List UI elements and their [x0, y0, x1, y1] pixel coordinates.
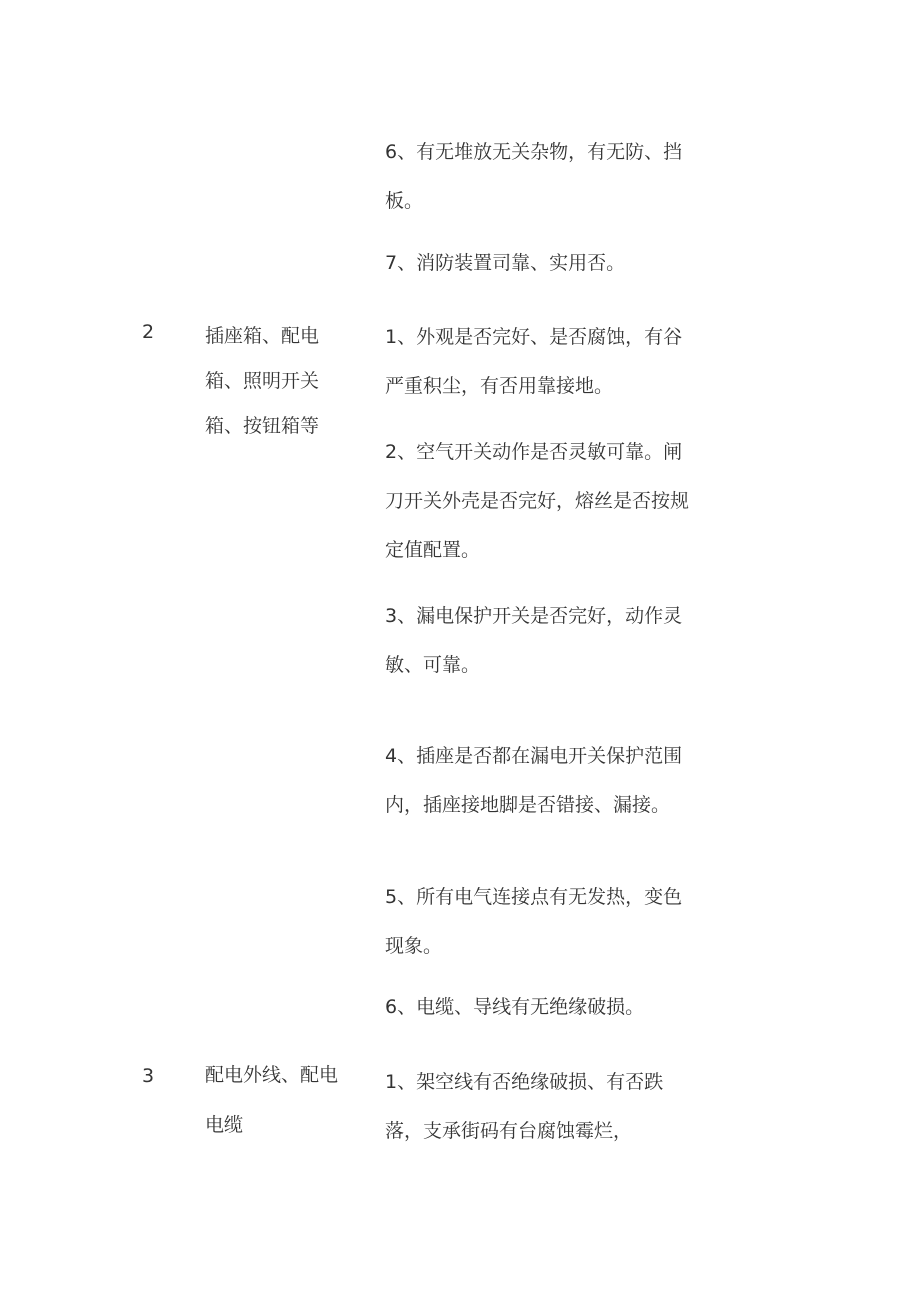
check-item	[385, 983, 735, 1032]
check-item	[385, 592, 735, 690]
check-item	[385, 128, 735, 226]
check-line: 1、外观是否完好、是否腐蚀，有谷	[385, 326, 683, 348]
item-name-line: 插座箱、配电	[205, 325, 320, 347]
check-line: 现象。	[385, 935, 443, 957]
check-line: 1、架空线有否绝缘破损、有否跌	[385, 1071, 664, 1093]
row-number: 3	[142, 1065, 155, 1087]
check-item	[385, 313, 735, 411]
check-item	[385, 732, 735, 830]
check-line: 严重积尘，有否用靠接地。	[385, 375, 614, 397]
check-line: 6、有无堆放无关杂物，有无防、挡	[385, 141, 683, 163]
check-line: 刀开关外壳是否完好，熔丝是否按规	[385, 490, 690, 512]
check-line: 6、电缆、导线有无绝缘破损。	[385, 996, 645, 1018]
item-name-line: 箱、按钮箱等	[205, 415, 320, 437]
check-line: 定值配置。	[385, 539, 481, 561]
row-number: 2	[142, 321, 155, 343]
check-line: 5、所有电气连接点有无发热，变色	[385, 886, 683, 908]
item-name	[205, 1050, 365, 1150]
check-line: 板。	[385, 190, 424, 212]
check-line: 2、空气开关动作是否灵敏可靠。闸	[385, 441, 683, 463]
check-line: 4、插座是否都在漏电开关保护范围	[385, 745, 683, 767]
check-line: 7、消防装置司靠、实用否。	[385, 252, 626, 274]
check-item	[385, 239, 735, 288]
check-line: 落，支承街码有台腐蚀霉烂，	[385, 1120, 633, 1142]
check-line: 内，插座接地脚是否错接、漏接。	[385, 794, 671, 816]
check-line: 敏、可靠。	[385, 654, 481, 676]
check-item	[385, 428, 735, 575]
item-name-line: 电缆	[205, 1114, 244, 1136]
check-line: 3、漏电保护开关是否完好，动作灵	[385, 605, 683, 627]
item-name-line: 配电外线、配电	[205, 1064, 339, 1086]
check-item	[385, 1058, 735, 1156]
check-item	[385, 873, 735, 971]
item-name	[205, 314, 365, 449]
item-name-line: 箱、照明开关	[205, 370, 320, 392]
